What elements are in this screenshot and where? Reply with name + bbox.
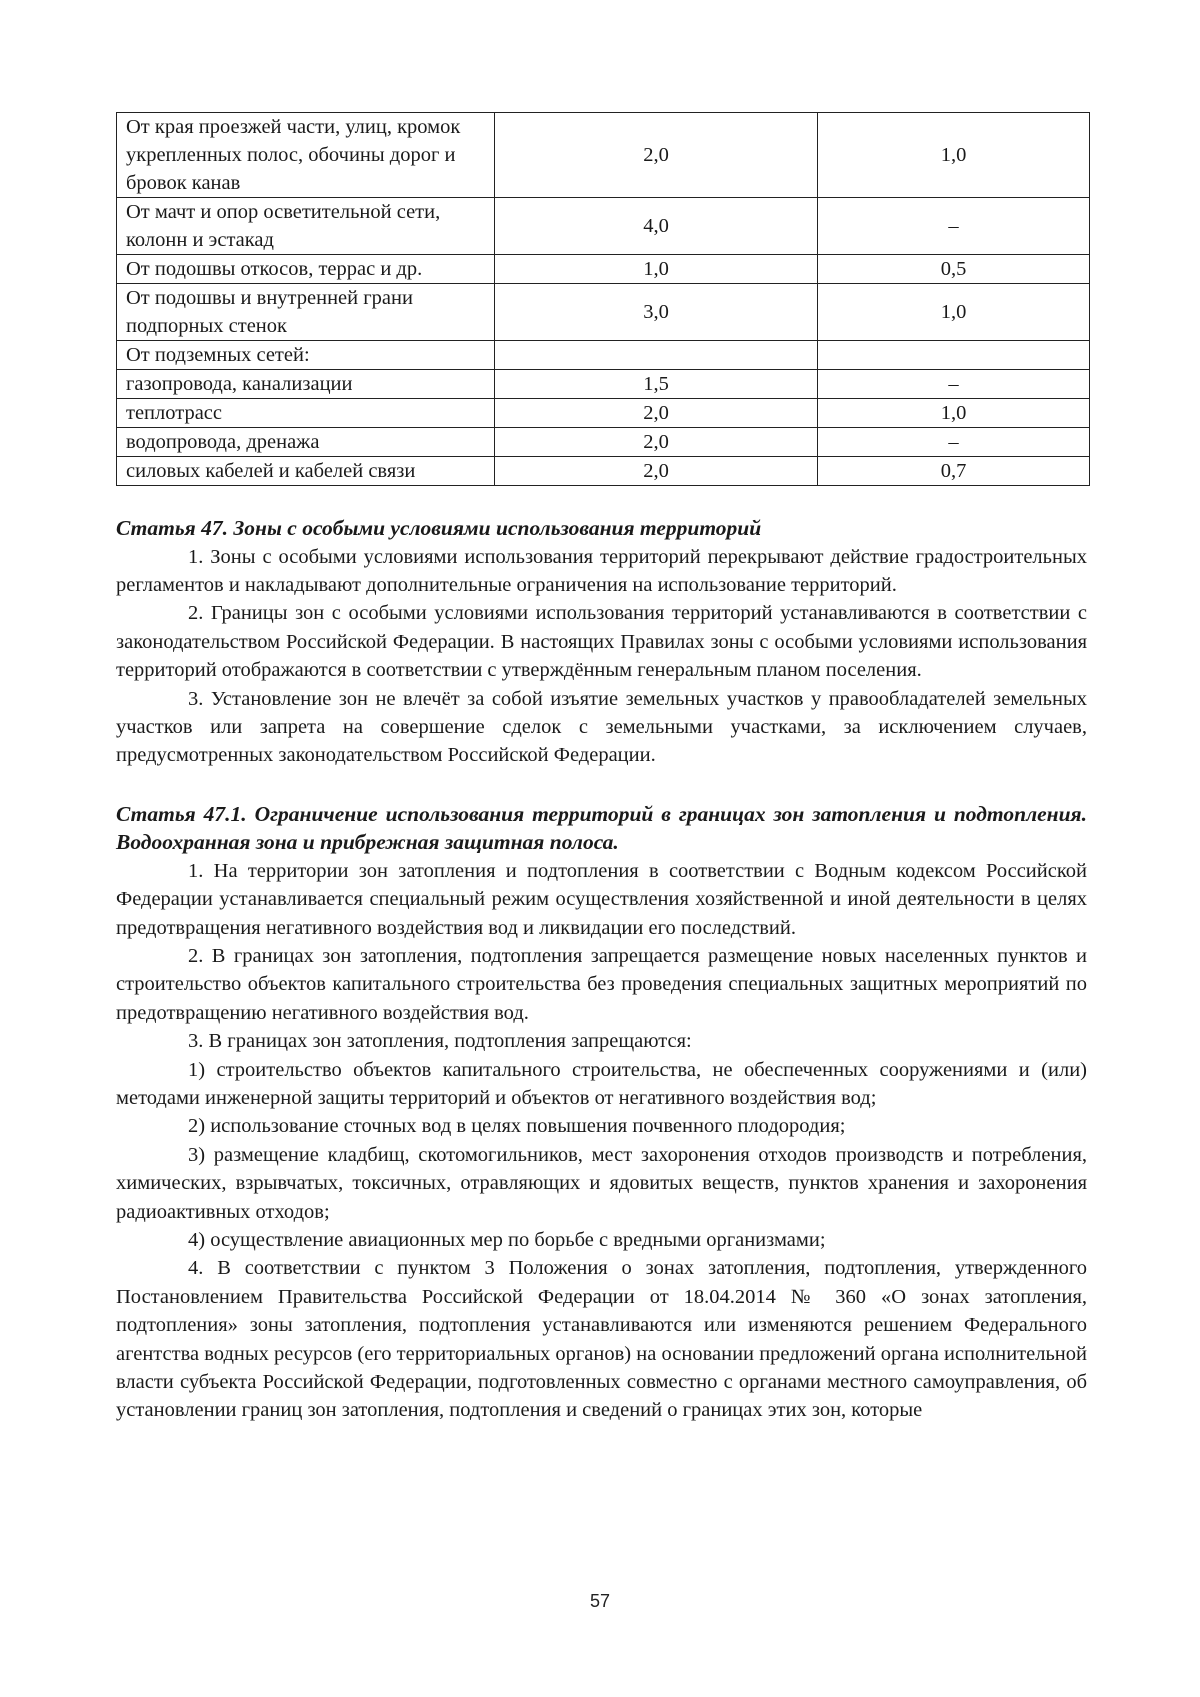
table-row — [117, 198, 1090, 255]
table-cell-label: газопровода, канализации — [117, 370, 495, 399]
table-cell-value: 2,0 — [495, 113, 818, 198]
table-cell-value: 3,0 — [495, 284, 818, 341]
table-cell-value: 1,0 — [495, 255, 818, 284]
spacer — [116, 486, 1087, 514]
table-cell-value — [818, 341, 1090, 370]
article-47-1 — [116, 800, 1087, 1425]
paragraph: 3. Установление зон не влечёт за собой изъятие земельных участков у правообладателей земельных участков или запрета на совершение сделок с земельными участками, за исключением случаев, предусмотренных законодательством Российской Федерации. — [116, 687, 1087, 767]
table-cell-label: От подземных сетей: — [117, 341, 495, 370]
table-cell-value: 2,0 — [495, 399, 818, 428]
table-row — [117, 428, 1090, 457]
table-cell-label: От подошвы и внутренней грани подпорных стенок — [117, 284, 495, 341]
table-cell-value: 1,0 — [818, 284, 1090, 341]
table-cell-value: – — [818, 370, 1090, 399]
list-item: 1) строительство объектов капитального строительства, не обеспеченных сооружениями и (или) методами инженерной защиты территорий и объектов от негативного воздействия вод; — [116, 1058, 1087, 1109]
table-row — [117, 113, 1090, 198]
paragraph: 4. В соответствии с пунктом 3 Положения о зонах затопления, подтопления, утвержденного Постановлением Правительства Российской Федерации от 18.04.2014 № 360 «О зонах затопления, подтопления» зоны затопления, подтопления устанавливаются или изменяются решением Федерального агентства водных ресурсов (его территориальных органов) на основании предложений органа исполнительной власти субъекта Российской Федерации, подготовленных совместно с органами местного самоуправления, об установлении границ зон затопления, подтопления и сведений о границах этих зон, которые — [116, 1257, 1087, 1422]
paragraph: 2. В границах зон затопления, подтопления запрещается размещение новых населенных пунктов и строительство объектов капитального строительства без проведения специальных защитных мероприятий по предотвращению негативного воздействия вод. — [116, 944, 1087, 1024]
table-cell-label: водопровода, дренажа — [117, 428, 495, 457]
table-cell-value: 1,0 — [818, 113, 1090, 198]
table-cell-label: От края проезжей части, улиц, кромок укрепленных полос, обочины дорог и бровок канав — [117, 113, 495, 198]
table-row — [117, 399, 1090, 428]
paragraph: 1. Зоны с особыми условиями использования территорий перекрывают действие градостроительных регламентов и накладывают дополнительные ограничения на использование территорий. — [116, 545, 1087, 596]
document-page — [116, 112, 1087, 1425]
article-47-title: Статья 47. Зоны с особыми условиями использования территорий — [116, 516, 762, 540]
table-cell-value: 4,0 — [495, 198, 818, 255]
table-cell-value: 2,0 — [495, 457, 818, 486]
table-cell-value: 2,0 — [495, 428, 818, 457]
article-47-1-title: Статья 47.1. Ограничение использования территорий в границах зон затопления и подтопления. Водоохранная зона и прибрежная защитная полоса. — [116, 801, 1087, 855]
page-number: 57 — [589, 1591, 611, 1611]
list-item: 4) осуществление авиационных мер по борьбе с вредными организмами; — [188, 1229, 826, 1252]
spacer — [116, 770, 1087, 800]
paragraph: 1. На территории зон затопления и подтопления в соответствии с Водным кодексом Российской Федерации устанавливается специальный режим осуществления хозяйственной и иной деятельности в целях предотвращения негативного воздействия вод и ликвидации его последствий. — [116, 859, 1087, 939]
table-cell-value: 0,7 — [818, 457, 1090, 486]
table-cell-label: От мачт и опор осветительной сети, колонн и эстакад — [117, 198, 495, 255]
table-row — [117, 341, 1090, 370]
table-cell-value: 0,5 — [818, 255, 1090, 284]
table-row — [117, 457, 1090, 486]
table-row — [117, 255, 1090, 284]
table-cell-label: силовых кабелей и кабелей связи — [117, 457, 495, 486]
table-cell-value: 1,0 — [818, 399, 1090, 428]
table-cell-value — [495, 341, 818, 370]
list-item: 2) использование сточных вод в целях повышения почвенного плодородия; — [188, 1115, 846, 1138]
table-row — [117, 370, 1090, 399]
paragraph: 2. Границы зон с особыми условиями использования территорий устанавливаются в соответствии с законодательством Российской Федерации. В настоящих Правилах зоны с особыми условиями использования территорий отображаются в соответствии с утверждённым генеральным планом поселения. — [116, 602, 1087, 682]
table-row — [117, 284, 1090, 341]
distance-table — [116, 112, 1090, 486]
table-cell-value: – — [818, 428, 1090, 457]
article-47 — [116, 514, 1087, 770]
table-cell-label: теплотрасс — [117, 399, 495, 428]
table-cell-value: 1,5 — [495, 370, 818, 399]
list-item: 3) размещение кладбищ, скотомогильников, мест захоронения отходов производств и потребления, химических, взрывчатых, токсичных, отравляющих и ядовитых веществ, пунктов хранения и захоронения радиоактивных отходов; — [116, 1143, 1087, 1223]
paragraph: 3. В границах зон затопления, подтопления запрещаются: — [188, 1030, 692, 1053]
table-cell-value: – — [818, 198, 1090, 255]
table-cell-label: От подошвы откосов, террас и др. — [117, 255, 495, 284]
